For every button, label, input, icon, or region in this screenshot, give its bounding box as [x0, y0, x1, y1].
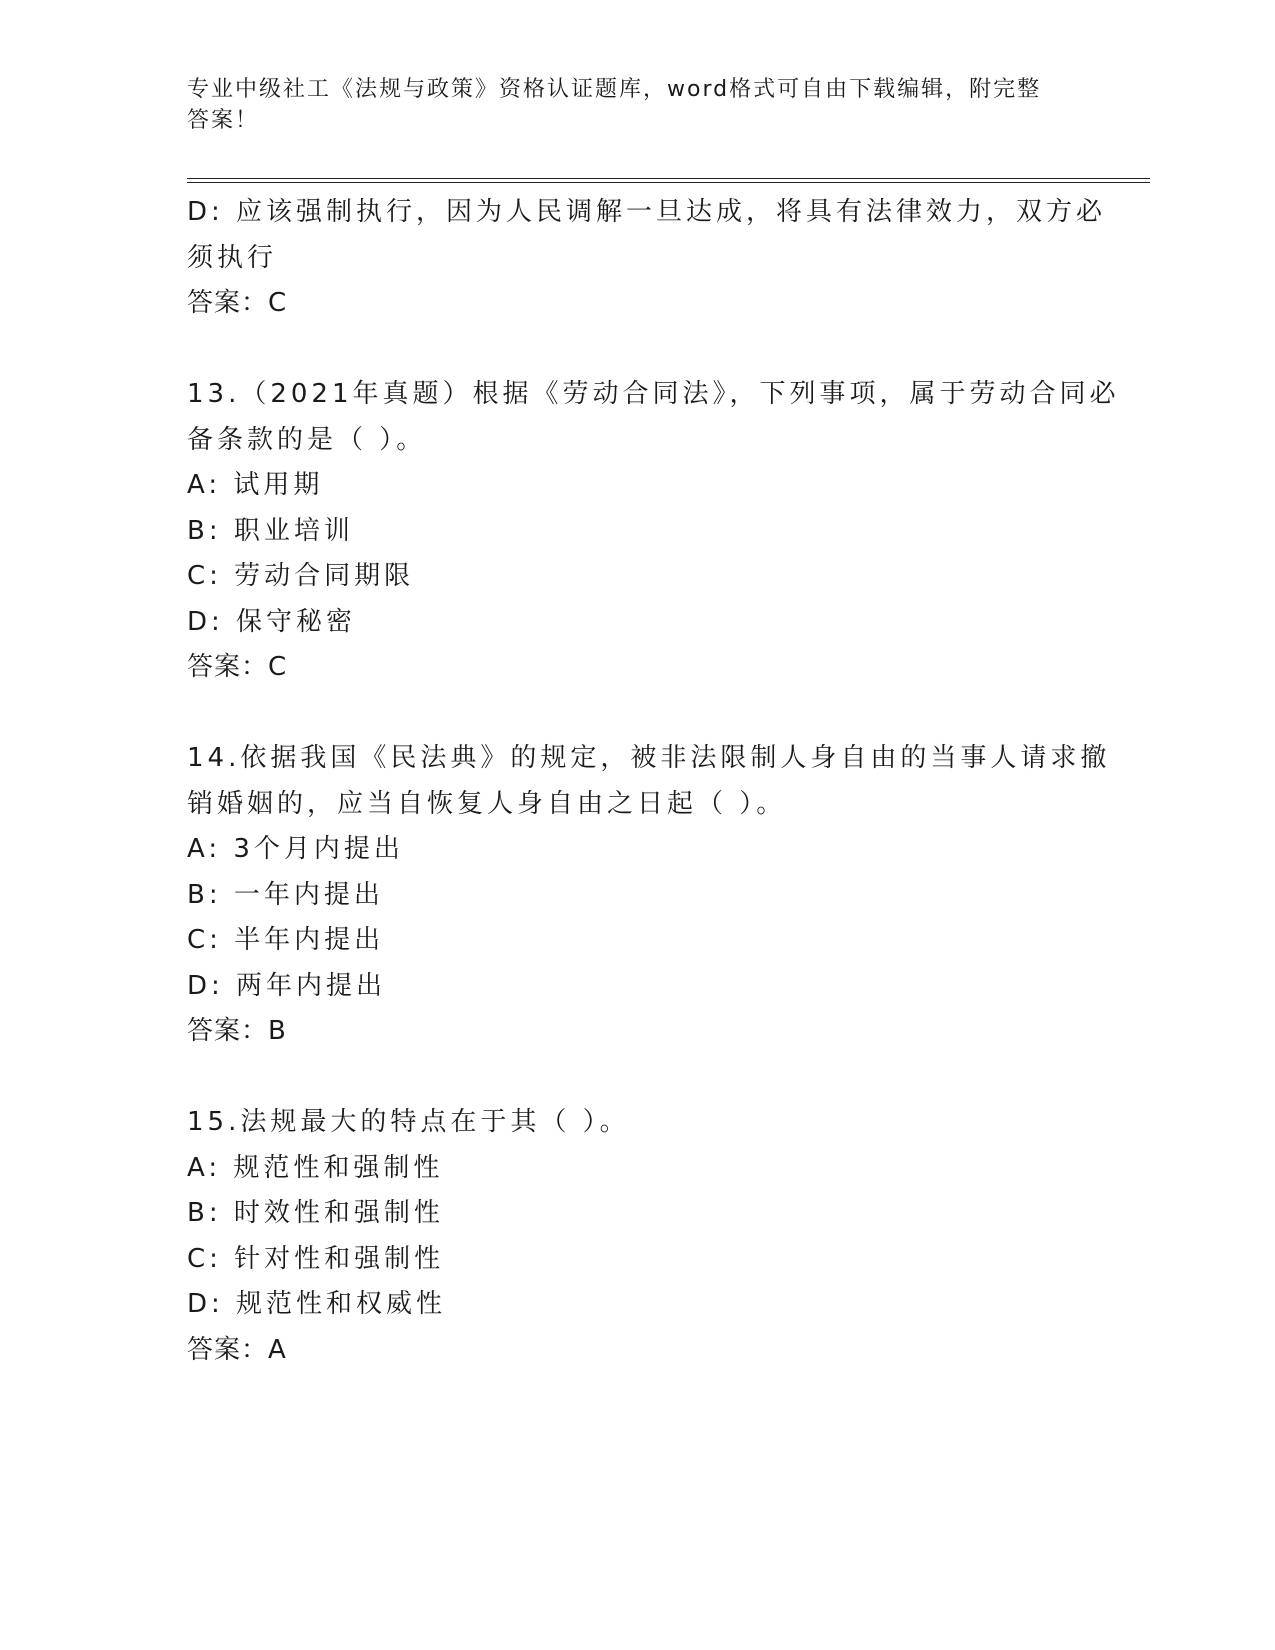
- option-d: D: 应该强制执行，因为人民调解一旦达成，将具有法律效力，双方必: [187, 197, 1107, 227]
- option-c: C: 劳动合同期限: [187, 561, 415, 591]
- option-d: D: 保守秘密: [187, 606, 357, 637]
- document-body: [187, 190, 1120, 1373]
- question-14: [187, 736, 1111, 1055]
- header-line-2: 答案！: [187, 108, 260, 133]
- option-a: A: 3个月内提出: [187, 834, 404, 864]
- answer-line: 答案：A: [187, 1334, 287, 1365]
- question-stem-continued: 销婚姻的，应当自恢复人身自由之日起（ ）。: [187, 788, 787, 819]
- question-12-tail: [187, 190, 1107, 327]
- option-b: B: 时效性和强制性: [187, 1198, 444, 1228]
- header-divider-bottom: [187, 182, 1150, 183]
- option-b: B: 职业培训: [187, 515, 354, 546]
- answer-line: 答案：C: [187, 288, 288, 318]
- question-13: [187, 372, 1120, 691]
- option-d: D: 规范性和权威性: [187, 1289, 447, 1319]
- question-15: [187, 1100, 1087, 1373]
- document-header: [187, 74, 1067, 136]
- option-a: A: 规范性和强制性: [187, 1152, 444, 1183]
- question-stem: 14.依据我国《民法典》的规定，被非法限制人身自由的当事人请求撤: [187, 743, 1111, 773]
- header-divider-top: [187, 178, 1150, 179]
- question-stem: 13.（2021年真题）根据《劳动合同法》，下列事项，属于劳动合同必: [187, 379, 1120, 409]
- option-c: C: 半年内提出: [187, 925, 385, 955]
- option-d-continued: 须执行: [187, 242, 278, 273]
- question-stem: 15.法规最大的特点在于其（ ）。: [187, 1107, 630, 1137]
- spacer: [187, 1055, 1087, 1101]
- answer-line: 答案：B: [187, 1016, 287, 1046]
- spacer: [187, 327, 1087, 373]
- spacer: [187, 691, 1087, 737]
- answer-line: 答案：C: [187, 652, 288, 682]
- option-b: B: 一年内提出: [187, 879, 384, 910]
- option-d: D: 两年内提出: [187, 970, 387, 1001]
- question-stem-continued: 备条款的是（ ）。: [187, 424, 427, 455]
- header-line-1: 专业中级社工《法规与政策》资格认证题库，word格式可自由下载编辑，附完整: [187, 77, 1042, 102]
- option-c: C: 针对性和强制性: [187, 1243, 445, 1274]
- option-a: A: 试用期: [187, 470, 324, 500]
